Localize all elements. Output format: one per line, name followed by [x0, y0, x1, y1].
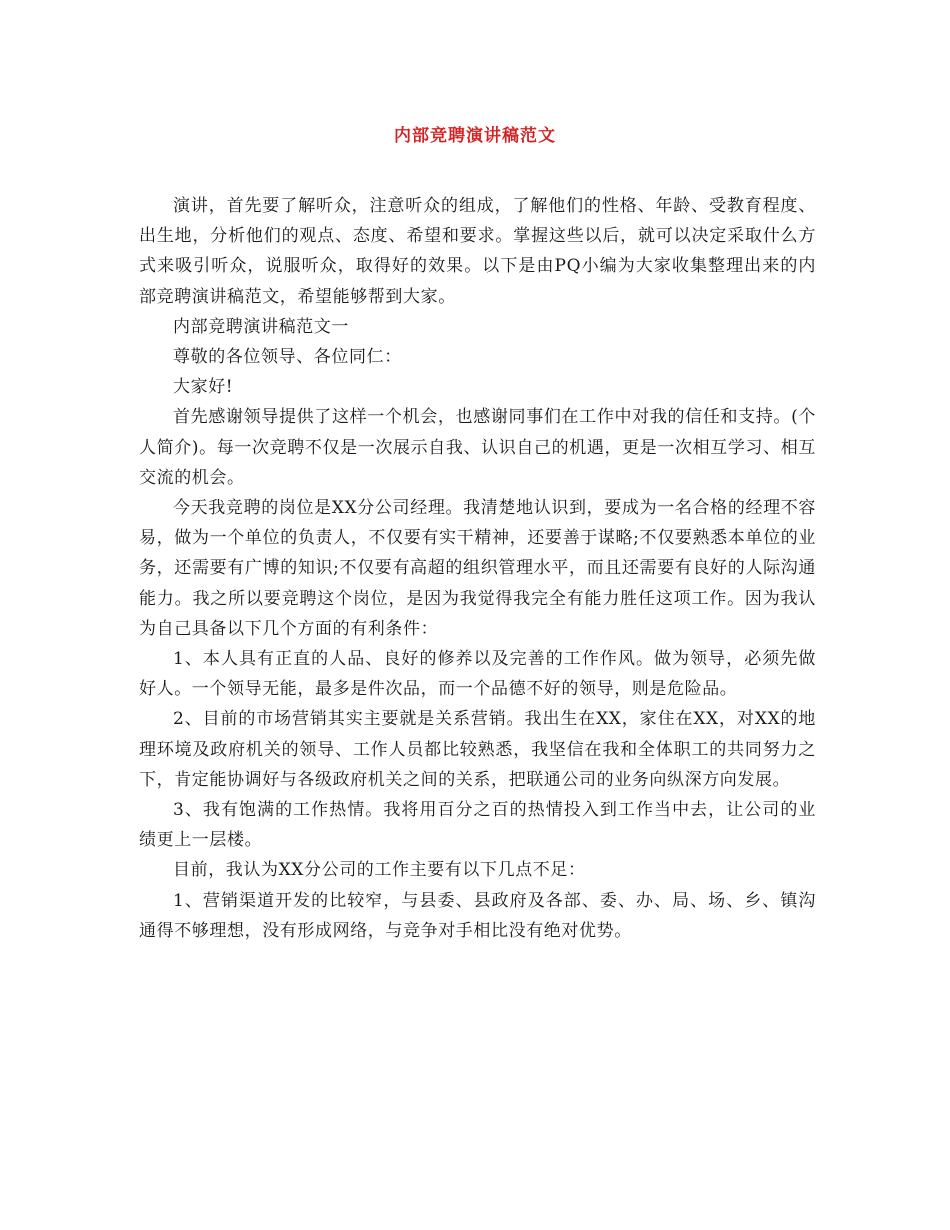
paragraph-condition-3: 3、我有饱满的工作热情。我将用百分之百的热情投入到工作当中去，让公司的业绩更上一层楼。 — [139, 800, 816, 851]
paragraph-intro: 演讲，首先要了解听众，注意听众的组成，了解他们的性格、年龄、受教育程度、出生地，分析他们的观点、态度、希望和要求。掌握这些以后，就可以决定采取什么方式来吸引听众，说服听众，取得好的效果。以下是由PQ小编为大家收集整理出来的内部竞聘演讲稿范文，希望能够帮到大家。 — [139, 196, 816, 307]
paragraph-position: 今天我竞聘的岗位是XX分公司经理。我清楚地认识到，要成为一名合格的经理不容易，做为一个单位的负责人，不仅要有实干精神，还要善于谋略;不仅要熟悉本单位的业务，还需要有广博的知识;不仅要有高超的组织管理水平，而且还需要有良好的人际沟通能力。我之所以要竞聘这个岗位，是因为我觉得我完全有能力胜任这项工作。因为我认为自己具备以下几个方面的有利条件： — [139, 498, 816, 639]
paragraph-condition-2: 2、目前的市场营销其实主要就是关系营销。我出生在XX，家住在XX，对XX的地理环境及政府机关的领导、工作人员都比较熟悉，我坚信在我和全体职工的共同努力之下，肯定能协调好与各级政府机关之间的关系，把联通公司的业务向纵深方向发展。 — [139, 709, 816, 790]
document-body — [139, 191, 816, 946]
document-title: 内部竞聘演讲稿范文 — [394, 126, 556, 146]
paragraph-shortcomings-intro: 目前，我认为XX分公司的工作主要有以下几点不足： — [173, 860, 586, 881]
paragraph-salutation: 尊敬的各位领导、各位同仁： — [173, 347, 402, 368]
paragraph-greeting: 大家好! — [173, 377, 234, 398]
paragraph-shortcoming-1: 1、营销渠道开发的比较窄，与县委、县政府及各部、委、办、局、场、乡、镇沟通得不够理想，没有形成网络，与竞争对手相比没有绝对优势。 — [139, 890, 816, 941]
paragraph-thanks: 首先感谢领导提供了这样一个机会，也感谢同事们在工作中对我的信任和支持。(个人简介)。每一次竞聘不仅是一次展示自我、认识自己的机遇，更是一次相互学习、相互交流的机会。 — [139, 407, 816, 488]
paragraph-condition-1: 1、本人具有正直的人品、良好的修养以及完善的工作作风。做为领导，必须先做好人。一个领导无能，最多是件次品，而一个品德不好的领导，则是危险品。 — [139, 649, 816, 700]
paragraph-section-heading: 内部竞聘演讲稿范文一 — [173, 316, 349, 337]
